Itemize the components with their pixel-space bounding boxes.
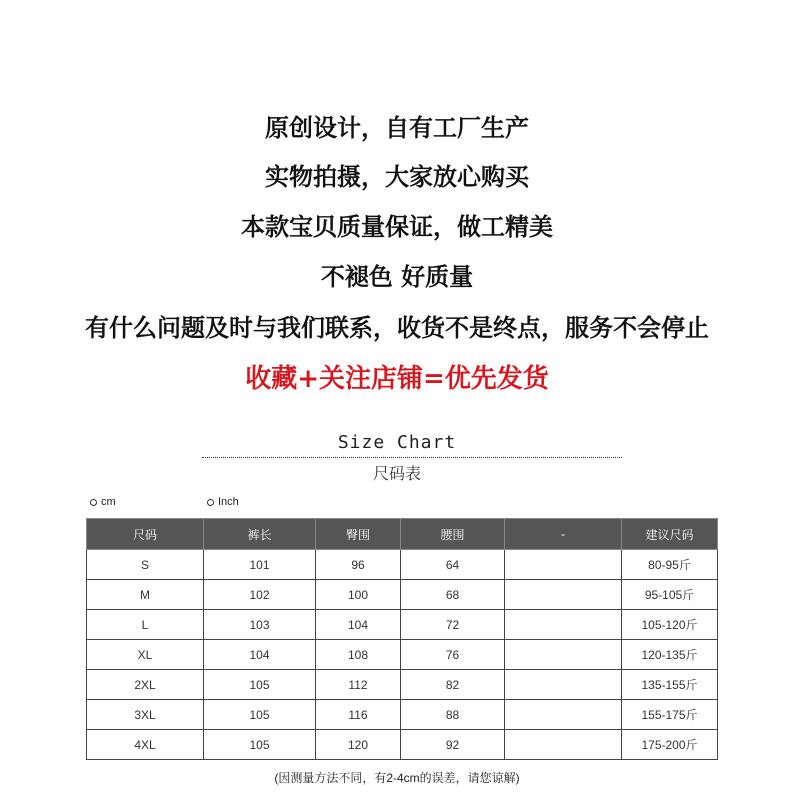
table-row	[87, 670, 718, 700]
cell-length: 105	[204, 730, 316, 760]
promo-line-2: 实物拍摄，大家放心购买	[265, 162, 529, 191]
unit-cm-option[interactable]	[90, 496, 116, 508]
title-divider	[202, 457, 622, 458]
cell-length: 104	[204, 640, 316, 670]
cell-waist: 92	[401, 730, 505, 760]
table-row	[87, 640, 718, 670]
promo-line-4: 不褪色 好质量	[320, 262, 474, 291]
cell-blank	[505, 700, 622, 730]
cell-recommended: 135-155斤	[622, 670, 718, 700]
cell-waist: 72	[401, 610, 505, 640]
cell-length: 103	[204, 610, 316, 640]
cell-recommended: 80-95斤	[622, 550, 718, 580]
cell-blank	[505, 730, 622, 760]
measurement-footnote: (因测量方法不同，有2-4cm的误差，请您谅解)	[274, 771, 520, 785]
cell-waist: 64	[401, 550, 505, 580]
cell-recommended: 155-175斤	[622, 700, 718, 730]
header-waist: 腰围	[401, 519, 505, 550]
cell-blank	[505, 580, 622, 610]
cell-size: L	[87, 610, 204, 640]
table-row	[87, 610, 718, 640]
cell-waist: 68	[401, 580, 505, 610]
table-row	[87, 580, 718, 610]
radio-icon	[207, 499, 214, 506]
table-header-row	[87, 519, 718, 550]
cell-hip: 116	[316, 700, 401, 730]
cell-size: 2XL	[87, 670, 204, 700]
header-blank: -	[505, 519, 622, 550]
size-chart-title: Size Chart	[337, 432, 457, 453]
unit-cm-label: cm	[101, 496, 116, 508]
cell-size: XL	[87, 640, 204, 670]
promo-line-3: 本款宝贝质量保证，做工精美	[241, 212, 553, 241]
header-size: 尺码	[87, 519, 204, 550]
cell-length: 105	[204, 700, 316, 730]
cell-blank	[505, 610, 622, 640]
cell-recommended: 175-200斤	[622, 730, 718, 760]
cell-waist: 88	[401, 700, 505, 730]
header-hip: 臀围	[316, 519, 401, 550]
cell-size: 3XL	[87, 700, 204, 730]
cell-size: M	[87, 580, 204, 610]
cell-waist: 82	[401, 670, 505, 700]
cell-length: 101	[204, 550, 316, 580]
cell-blank	[505, 550, 622, 580]
promo-line-5: 有什么问题及时与我们联系，收货不是终点，服务不会停止	[85, 313, 709, 342]
cell-recommended: 120-135斤	[622, 640, 718, 670]
cell-length: 105	[204, 670, 316, 700]
cell-blank	[505, 670, 622, 700]
cell-hip: 108	[316, 640, 401, 670]
header-length: 裤长	[204, 519, 316, 550]
cell-hip: 112	[316, 670, 401, 700]
unit-inch-label: Inch	[218, 496, 239, 508]
promo-line-1: 原创设计，自有工厂生产	[265, 113, 529, 142]
cell-waist: 76	[401, 640, 505, 670]
cell-hip: 104	[316, 610, 401, 640]
promo-line-highlight: 收藏+关注店铺=优先发货	[245, 364, 549, 394]
cell-length: 102	[204, 580, 316, 610]
cell-hip: 100	[316, 580, 401, 610]
header-recommended: 建议尺码	[622, 519, 718, 550]
cell-size: 4XL	[87, 730, 204, 760]
size-chart-subtitle: 尺码表	[372, 464, 421, 483]
cell-recommended: 105-120斤	[622, 610, 718, 640]
cell-hip: 96	[316, 550, 401, 580]
table-row	[87, 730, 718, 760]
cell-recommended: 95-105斤	[622, 580, 718, 610]
size-table-body	[87, 550, 718, 760]
cell-blank	[505, 640, 622, 670]
unit-inch-option[interactable]	[207, 496, 239, 508]
size-table	[86, 518, 718, 760]
radio-icon	[90, 499, 97, 506]
table-row	[87, 550, 718, 580]
cell-hip: 120	[316, 730, 401, 760]
cell-size: S	[87, 550, 204, 580]
table-row	[87, 700, 718, 730]
